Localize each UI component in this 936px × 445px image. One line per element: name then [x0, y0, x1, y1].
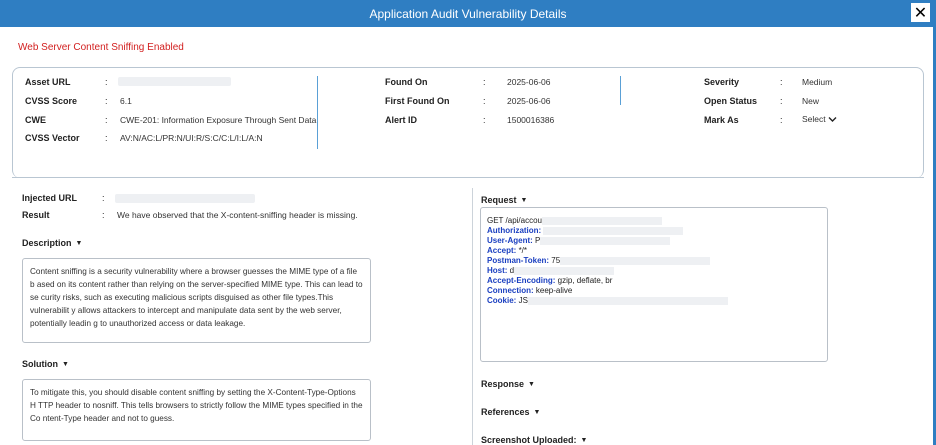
request-line: Host: d	[487, 266, 821, 276]
cvss-vector-value: AV:N/AC:L/PR:N/UI:R/S:C/C:L/I:L/A:N	[120, 133, 263, 143]
chevron-down-icon: ▼	[75, 239, 83, 247]
description-toggle[interactable]	[22, 238, 82, 248]
result-value: We have observed that the X-content-sniffing header is missing.	[117, 210, 358, 220]
first-found-on-label: First Found On	[385, 96, 450, 106]
request-line: Accept-Encoding: gzip, deflate, br	[487, 276, 613, 285]
injected-url-label: Injected URL	[22, 193, 78, 203]
colon: :	[105, 96, 108, 106]
colon: :	[780, 115, 783, 125]
dialog-header	[0, 0, 936, 27]
request-line: Connection: keep-alive	[487, 286, 573, 295]
chevron-down-icon: ▼	[528, 380, 535, 388]
request-line: GET /api/accou	[487, 216, 821, 226]
colon: :	[105, 115, 108, 125]
description-box: Content sniffing is a security vulnerability where a browser guesses the MIME type of a file b ased on its content rather than relying on the server-specified MIME type. This can lead to se curity risks, such as executing malicious scripts disguised as other file types.This vulnerabilit y allows attackers to intercept and manipulate data sent by the web server, potentially leadin g to unauthorized access or data leakage.	[22, 258, 371, 343]
request-label: Request	[481, 195, 517, 205]
chevron-down-icon: ▼	[533, 408, 541, 416]
close-icon[interactable]: ✕	[911, 3, 930, 22]
severity-label: Severity	[704, 77, 740, 87]
chevron-down-icon: ▼	[520, 196, 528, 204]
request-line: User-Agent: P	[487, 236, 821, 246]
colon: :	[780, 96, 783, 106]
severity-value: Medium	[802, 77, 833, 87]
mark-as-value: Select	[802, 114, 826, 124]
screenshot-toggle[interactable]	[481, 435, 587, 445]
alert-id-label: Alert ID	[385, 115, 418, 125]
alert-id-value: 1500016386	[507, 115, 555, 125]
colon: :	[102, 210, 105, 220]
result-label: Result	[22, 210, 50, 220]
column-separator	[317, 76, 318, 149]
found-on-value: 2025-06-06	[507, 77, 551, 87]
chevron-down-icon	[828, 116, 837, 123]
request-line: Cookie: JS	[487, 296, 821, 306]
asset-url-value	[118, 77, 231, 86]
solution-box: To mitigate this, you should disable content sniffing by setting the X-Content-Type-Options H TTP header to nosniff. This tells browsers to strictly follow the MIME types specified in the Co ntent-Type header and not to guess.	[22, 379, 371, 441]
references-toggle[interactable]	[481, 407, 540, 417]
cvss-score-value: 6.1	[120, 96, 132, 106]
column-separator	[620, 76, 621, 105]
colon: :	[105, 133, 108, 143]
summary-divider	[12, 177, 924, 178]
mark-as-dropdown[interactable]	[802, 114, 837, 124]
alert-name: Web Server Content Sniffing Enabled	[18, 42, 184, 53]
open-status-label: Open Status	[704, 96, 758, 106]
colon: :	[102, 193, 105, 203]
colon: :	[483, 96, 486, 106]
mark-as-label: Mark As	[704, 115, 739, 125]
asset-url-label: Asset URL	[25, 77, 71, 87]
dialog-title: Application Audit Vulnerability Details	[369, 6, 567, 21]
found-on-label: Found On	[385, 77, 428, 87]
request-box	[480, 207, 828, 362]
cwe-label: CWE	[25, 115, 46, 125]
references-label: References	[481, 407, 530, 417]
chevron-down-icon: ▼	[62, 360, 69, 368]
injected-url-value	[115, 194, 255, 203]
request-line: Authorization:	[487, 226, 821, 236]
open-status-value: New	[802, 96, 820, 106]
colon: :	[105, 77, 108, 87]
request-toggle[interactable]	[481, 195, 527, 205]
description-label: Description	[22, 238, 72, 248]
solution-toggle[interactable]	[22, 359, 69, 369]
cvss-score-label: CVSS Score	[25, 96, 78, 106]
response-label: Response	[481, 379, 525, 389]
response-toggle[interactable]	[481, 379, 535, 389]
cwe-value: CWE-201: Information Exposure Through Sent Data	[120, 115, 317, 125]
first-found-on-value: 2025-06-06	[507, 96, 551, 106]
screenshot-label: Screenshot Uploaded:	[481, 435, 577, 445]
solution-label: Solution	[22, 359, 58, 369]
request-line: Postman-Token: 75	[487, 256, 821, 266]
chevron-down-icon: ▼	[580, 436, 588, 444]
colon: :	[483, 77, 486, 87]
cvss-vector-label: CVSS Vector	[25, 133, 80, 143]
colon: :	[780, 77, 783, 87]
colon: :	[483, 115, 486, 125]
request-line: Accept: */*	[487, 246, 528, 255]
panel-divider	[472, 188, 473, 445]
